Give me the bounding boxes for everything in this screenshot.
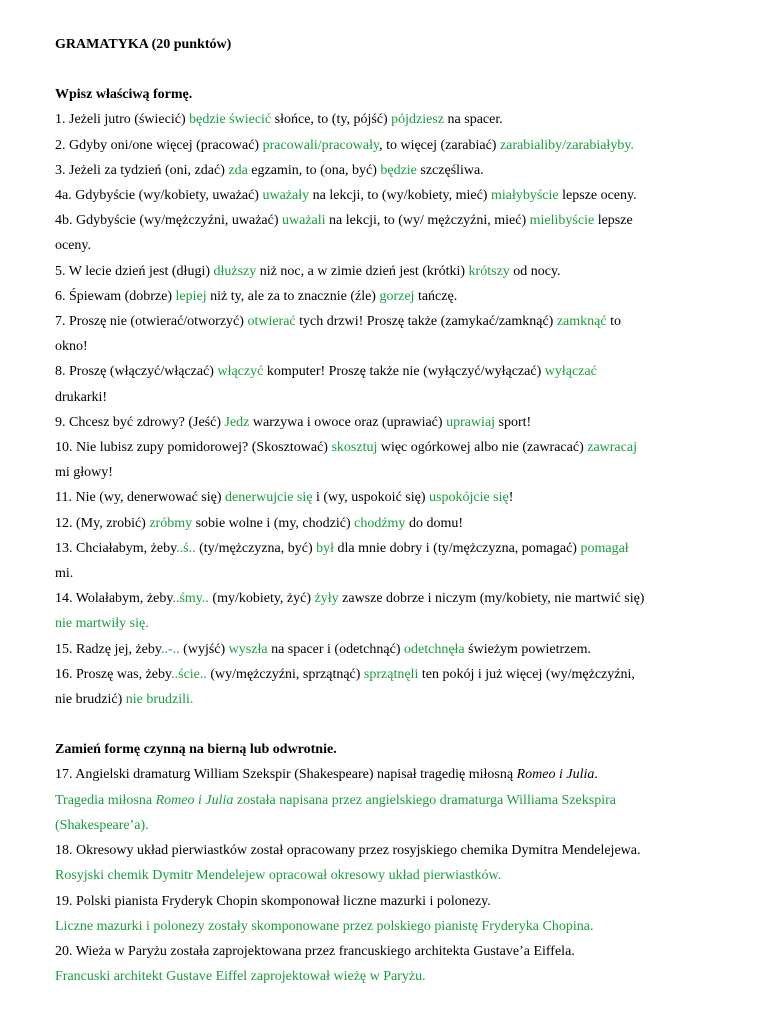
title-italic: Romeo i Julia xyxy=(516,767,595,783)
answer-text: skosztuj xyxy=(331,440,378,456)
prompt-text: 8. Proszę (włączyć/włączać) xyxy=(55,364,218,380)
answer-text: mielibyście xyxy=(529,213,595,229)
exercise-10 xyxy=(55,435,723,485)
answer-text: pomagał xyxy=(580,540,629,556)
answer-text: uważały xyxy=(262,188,310,204)
exercise-7 xyxy=(55,309,723,359)
exercise-5 xyxy=(55,259,723,284)
prompt-text: na spacer i (odetchnąć) xyxy=(267,641,404,657)
spacer xyxy=(55,712,723,737)
answer-text: pójdziesz xyxy=(391,112,445,128)
answer-text: uprawiaj xyxy=(446,414,496,430)
answer-text: miałybyście xyxy=(490,188,559,204)
prompt-text: warzywa i owoce oraz (uprawiać) xyxy=(249,414,447,430)
exercise-8 xyxy=(55,359,723,409)
prompt-text: nie brudzić) xyxy=(55,692,126,708)
answer-text: wyszła xyxy=(228,641,268,657)
answer-text: Jedz xyxy=(224,414,250,430)
answer-text: zamknąć xyxy=(556,314,607,330)
exercise-2 xyxy=(55,133,723,158)
prompt-text: 3. Jeżeli za tydzień (oni, zdać) xyxy=(55,162,229,178)
answer-text: ..ś.. xyxy=(176,540,196,556)
prompt-text: ten pokój i już więcej (wy/mężczyźni, xyxy=(418,666,635,682)
worksheet-title: GRAMATYKA (20 punktów) xyxy=(55,37,232,52)
exercise-15 xyxy=(55,637,723,662)
prompt-text: 6. Śpiewam (dobrze) xyxy=(55,288,176,304)
prompt-text: okno! xyxy=(55,339,88,355)
answer-text: otwierać xyxy=(247,314,296,330)
answer-text: krótszy xyxy=(468,263,510,279)
answer-text: uspokójcie się xyxy=(429,490,509,506)
answer-text: została napisana przez angielskiego dramaturga Williama Szekspira xyxy=(233,792,616,808)
answer-text: (Shakespeare’a). xyxy=(55,817,149,833)
answer-text: lepiej xyxy=(175,288,207,304)
prompt-text: na lekcji, to (wy/kobiety, mieć) xyxy=(309,188,491,204)
prompt-text: 1. Jeżeli jutro (świecić) xyxy=(55,112,190,128)
exercise-3 xyxy=(55,158,723,183)
prompt-text: 15. Radzę jej, żeby xyxy=(55,641,161,657)
exercise-19: 19. Polski pianista Fryderyk Chopin skomponował liczne mazurki i polonezy. xyxy=(55,893,491,909)
prompt-text: 16. Proszę was, żeby xyxy=(55,666,172,682)
prompt-text: zawsze dobrze i niczym (my/kobiety, nie martwić się) xyxy=(338,591,645,607)
exercise-1 xyxy=(55,107,723,132)
prompt-text: drukarki! xyxy=(55,389,108,405)
prompt-text: (ty/mężczyzna, być) xyxy=(195,540,317,556)
exercise-11 xyxy=(55,485,723,510)
answer-text: zawracaj xyxy=(587,440,637,456)
answer-text: włączyć xyxy=(217,364,264,380)
answer-text: sprzątnęli xyxy=(363,666,419,682)
prompt-text: do domu! xyxy=(405,515,463,531)
prompt-text: tych drzwi! Proszę także (zamykać/zamknąć) xyxy=(295,314,557,330)
answer-text: żyły xyxy=(314,591,339,607)
prompt-text: 9. Chcesz być zdrowy? (Jeść) xyxy=(55,414,225,430)
prompt-text: , to więcej (zarabiać) xyxy=(379,137,500,153)
prompt-text: niż ty, ale za to znacznie (źle) xyxy=(206,288,380,304)
answer-text: odetchnęła xyxy=(404,641,465,657)
exercise-4b xyxy=(55,208,723,258)
exercise-4a xyxy=(55,183,723,208)
prompt-text: świeżym powietrzem. xyxy=(464,641,591,657)
prompt-text: 14. Wolałabym, żeby xyxy=(55,591,173,607)
spacer xyxy=(55,57,723,82)
exercise-6 xyxy=(55,284,723,309)
answer-20: Francuski architekt Gustave Eiffel zaprojektował wieżę w Paryżu. xyxy=(55,969,426,985)
answer-text: wyłączać xyxy=(544,364,597,380)
exercise-20: 20. Wieża w Paryżu została zaprojektowana przez francuskiego architekta Gustave’a Eiffela. xyxy=(55,943,575,959)
prompt-text: 10. Nie lubisz zupy pomidorowej? (Skosztować) xyxy=(55,440,332,456)
prompt-text: oceny. xyxy=(55,238,92,254)
prompt-text: komputer! Proszę także nie (wyłączyć/wyłączać) xyxy=(263,364,545,380)
answer-text: ..ście.. xyxy=(171,666,207,682)
answer-18: Rosyjski chemik Dymitr Mendelejew opracował okresowy układ pierwiastków. xyxy=(55,868,502,884)
answer-text: gorzej xyxy=(379,288,415,304)
prompt-text: od nocy. xyxy=(509,263,561,279)
answer-text: nie martwiły się. xyxy=(55,616,149,632)
answer-text: pracowali/pracowały xyxy=(262,137,380,153)
exercise-18: 18. Okresowy układ pierwiastków został opracowany przez rosyjskiego chemika Dymitra Mendelejewa. xyxy=(55,843,641,859)
answer-text: ..-.. xyxy=(161,641,180,657)
prompt-text: mi głowy! xyxy=(55,465,113,481)
exercise-9 xyxy=(55,410,723,435)
answer-text: denerwujcie się xyxy=(225,490,313,506)
section2-heading: Zamień formę czynną na bierną lub odwrotnie. xyxy=(55,742,337,758)
answer-text: ..śmy.. xyxy=(172,591,209,607)
prompt-text: mi. xyxy=(55,566,74,582)
prompt-text: (wy/mężczyźni, sprzątnąć) xyxy=(206,666,364,682)
prompt-text: 4a. Gdybyście (wy/kobiety, uważać) xyxy=(55,188,263,204)
prompt-text: na lekcji, to (wy/ mężczyźni, mieć) xyxy=(325,213,530,229)
prompt-text: . xyxy=(594,767,598,783)
prompt-text: to xyxy=(606,314,621,330)
prompt-text: lepsze oceny. xyxy=(558,188,637,204)
prompt-text: (my/kobiety, żyć) xyxy=(208,591,315,607)
exercise-13 xyxy=(55,536,723,586)
prompt-text: 5. W lecie dzień jest (długi) xyxy=(55,263,214,279)
prompt-text: na spacer. xyxy=(444,112,503,128)
answer-text: Tragedia miłosna xyxy=(55,792,156,808)
prompt-text: egzamin, to (ona, być) xyxy=(247,162,381,178)
prompt-text: szczęśliwa. xyxy=(416,162,484,178)
exercise-17 xyxy=(55,762,723,787)
prompt-text: (wyjść) xyxy=(179,641,229,657)
answer-text: był xyxy=(316,540,335,556)
answer-text: zda xyxy=(228,162,248,178)
answer-text: dłuższy xyxy=(213,263,257,279)
prompt-text: tańczę. xyxy=(414,288,458,304)
answer-text: uważali xyxy=(282,213,326,229)
prompt-text: sobie wolne i (my, chodzić) xyxy=(192,515,355,531)
answer-text: nie brudzili. xyxy=(125,692,194,708)
prompt-text: 12. (My, zrobić) xyxy=(55,515,150,531)
prompt-text: 11. Nie (wy, denerwować się) xyxy=(55,490,226,506)
prompt-text: lepsze xyxy=(594,213,633,229)
section1-heading: Wpisz właściwą formę. xyxy=(55,87,193,103)
answer-text: będzie świecić xyxy=(189,112,272,128)
prompt-text: 4b. Gdybyście (wy/mężczyźni, uważać) xyxy=(55,213,283,229)
prompt-text: 13. Chciałabym, żeby xyxy=(55,540,177,556)
prompt-text: 7. Proszę nie (otwierać/otworzyć) xyxy=(55,314,248,330)
exercise-14 xyxy=(55,586,723,636)
prompt-text: sport! xyxy=(495,414,532,430)
worksheet-page xyxy=(55,32,723,989)
exercise-12 xyxy=(55,511,723,536)
prompt-text: ! xyxy=(508,490,514,506)
prompt-text: i (wy, uspokoić się) xyxy=(312,490,430,506)
answer-text: będzie xyxy=(380,162,417,178)
prompt-text: więc ogórkowej albo nie (zawracać) xyxy=(377,440,588,456)
answer-text: zarabialiby/zarabiałyby. xyxy=(499,137,634,153)
title-italic: Romeo i Julia xyxy=(155,792,234,808)
answer-text: chodźmy xyxy=(354,515,406,531)
prompt-text: dla mnie dobry i (ty/mężczyzna, pomagać) xyxy=(334,540,581,556)
answer-19: Liczne mazurki i polonezy zostały skomponowane przez polskiego pianistę Fryderyka Chopina. xyxy=(55,918,594,934)
prompt-text: słońce, to (ty, pójść) xyxy=(271,112,392,128)
answer-text: zróbmy xyxy=(149,515,193,531)
prompt-text: 17. Angielski dramaturg William Szekspir (Shakespeare) napisał tragedię miłosną xyxy=(55,767,517,783)
prompt-text: niż noc, a w zimie dzień jest (krótki) xyxy=(256,263,469,279)
answer-17 xyxy=(55,788,723,838)
prompt-text: 2. Gdyby oni/one więcej (pracować) xyxy=(55,137,263,153)
exercise-16 xyxy=(55,662,723,712)
